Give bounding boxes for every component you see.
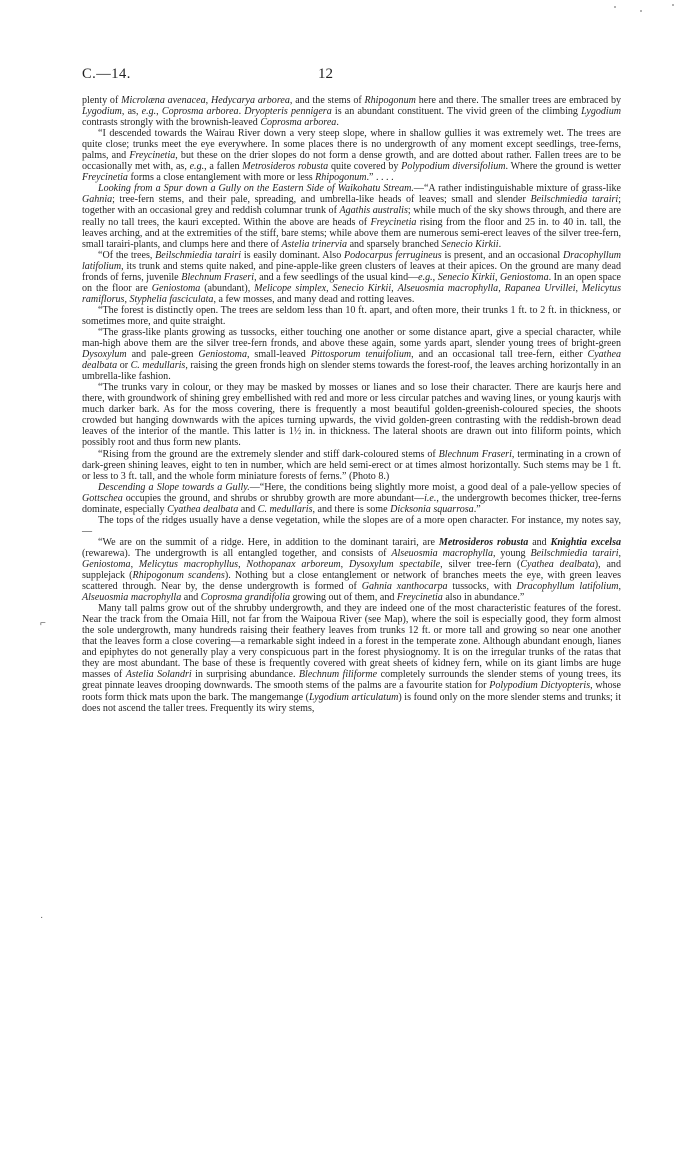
- paragraph: “The trunks vary in colour, or they may be masked by mosses or lianes and so lose their character. There are kaurjs here and there, with groundwork of shining grey embellished with red and more or less circular patches and waving lines, or young kaurjs with much darker bark. As for the moss covering, there is frequently a most beautiful golden-greenish-coloured species, the shoots crowded but hanging downwards with the apices turning upwards, the vivid golden-green contrasting with the reddish-brown dead leaves of the interior of the mantle. This latter is 1½ in. in thickness. The lateral shoots are drawn out into filiform points, which possibly root and thus form new plants.: [82, 382, 621, 449]
- paragraph: Looking from a Spur down a Gully on the Eastern Side of Waikohatu Stream.—“A rather indistinguishable mixture of grass-like Gahnia; tree-fern stems, and their pale, spreading, and umbrella-like heads of leaves; small and slender Beilschmiedia tarairi; together with an occasional grey and reddish columnar trunk of Agathis australis; while much of the sky shows through, and there are really no tall trees, the kauri excepted. Within the above are heads of Freycinetia rising from the floor and 25 in. to 40 in. tall, the leaves arching, and at the extremities of the stiff, bare stems; while above them are numerous semi-erect leaves of the silver tree-fern, small tarairi-plants, and clumps here and there of Astelia trinervia and sparsely branched Senecio Kirkii.: [82, 183, 622, 250]
- page-number: 12: [318, 66, 333, 82]
- margin-mark: ⌐: [40, 618, 46, 629]
- paragraph: “We are on the summit of a ridge. Here, in addition to the dominant tarairi, are Metrosideros robusta and Knightia excelsa (rewarewa). The undergrowth is all entangled together, and consists of Alseuosmia macrophylla, young Beilschmiedia tarairi, Geniostoma, Melicytus macrophyllus, Nothopanax arboreum, Dysoxylum spectabile, silver tree-fern (Cyathea dealbata), and supplejack (Rhipogonum scandens). Nothing but a close entanglement or network of branches meets the eye, with green leaves scattered through. Near by, the dense undergrowth is formed of Gahnia xanthocarpa tussocks, with Dracophyllum latifolium, Alseuosmia macrophylla and Coprosma grandifolia growing out of them, and Freycinetia also in abundance.”: [82, 536, 622, 604]
- paragraph: “I descended towards the Wairau River down a very steep slope, where in shallow gullies it was extremely wet. The trees are quite close; trunks meet the eye everywhere. In some places there is no undergrowth of any moment except seedlings, tree-ferns, palms, and Freycinetia, but these on the drier slopes do not form a dense growth, and are dotted about rather. Fallen trees are to be occasionally met with, as, e.g., a fallen Metrosideros robusta quite covered by Polypodium diversifolium. Where the ground is wetter Freycinetia forms a close entanglement with more or less Rhipogonum.” . . . .: [82, 128, 621, 184]
- paragraph: Descending a Slope towards a Gully.—“Here, the conditions being slightly more moist, a good deal of a pale-yellow species of Gottschea occupies the ground, and shrubs or shrubby growth are more abundant—i.e., the undergrowth becomes thicker, tree-ferns dominate, especially Cyathea dealbata and C. medullaris, and there is some Dicksonia squarrosa.”: [82, 481, 622, 515]
- scan-speck: [640, 10, 642, 12]
- scan-speck: [614, 6, 616, 8]
- paragraph: “The forest is distinctly open. The trees are seldom less than 10 ft. apart, and often more, their trunks 1 ft. to 2 ft. in thickness, or sometimes more, and quite straight.: [82, 304, 621, 327]
- body-text: [82, 95, 621, 714]
- report-code: C.—14.: [82, 66, 131, 82]
- paragraph: “Rising from the ground are the extremely slender and stiff dark-coloured stems of Blechnum Fraseri, terminating in a crown of dark-green shining leaves, eight to ten in number, which are held semi-erect or at times almost horizontally. Such stems may be 1 ft. or less to 3 ft. tall, and the whole form miniature forests of ferns.” (Photo 8.): [82, 448, 622, 482]
- paragraph: Many tall palms grow out of the shrubby undergrowth, and they are indeed one of the most characteristic features of the forest. Near the track from the Omaia Hill, not far from the Waipoua River (see Map), where the soil is especially good, they form almost the sole undergrowth, many hundreds raising their feathery leaves from trunks 12 ft. or more tall and growing so near one another that the leaves form a close covering—a remarkable sight indeed in a forest in the temperate zone. Although abundant enough, lianes and epiphytes do not generally play a very conspicuous part in the forest physiognomy. It is on the irregular trunks of the ratas that they are most abundant. The base of these is frequently covered with great sheets of kidney fern, while on its giant limbs are huge masses of Astelia Solandri in surprising abundance. Blechnum filiforme completely surrounds the slender stems of young trees, its great pinnate leaves drooping downwards. The smooth stems of the palms are a favourite station for Polypodium Dictyopteris, whose roots form thick mats upon the bark. The mangemange (Lygodium articulatum) is found only on the more slender stems and trunks; it does not ascend the taller trees. Frequently its wiry stems,: [82, 603, 622, 714]
- page-header: [82, 66, 622, 86]
- margin-mark: ·: [40, 912, 44, 923]
- paragraph: The tops of the ridges usually have a dense vegetation, while the slopes are of a more open character. For instance, my notes say,—: [82, 514, 621, 537]
- scan-speck: [672, 4, 674, 6]
- paragraph: plenty of Microlæna avenacea, Hedycarya arborea, and the stems of Rhipogonum here and there. The smaller trees are embraced by Lygodium, as, e.g., Coprosma arborea. Dryopteris pennigera is an abundant constituent. The vivid green of the climbing Lygodium contrasts strongly with the brownish-leaved Coprosma arborea.: [82, 95, 621, 129]
- paragraph: “The grass-like plants growing as tussocks, either touching one another or some distance apart, give a special character, while man-high above them are the silver tree-fern fronds, and above these again, some yards apart, slender young trees of bright-green Dysoxylum and pale-green Geniostoma, small-leaved Pittosporum tenuifolium, and an occasional tall tree-fern, either Cyathea dealbata or C. medullaris, raising the green fronds high on slender stems towards the forest-roof, the leaves arching horizontally in an umbrella-like fashion.: [82, 326, 621, 383]
- paragraph: “Of the trees, Beilschmiedia tarairi is easily dominant. Also Podocarpus ferrugineus is present, and an occasional Dracophyllum latifolium, its trunk and stems quite naked, and pine-apple-like green clusters of leaves at their apices. On the ground are many dead fronds of ferns, juvenile Blechnum Fraseri, and a few seedlings of the usual kind—e.g., Senecio Kirkii, Geniostoma. In an open space on the floor are Geniostoma (abundant), Melicope simplex, Senecio Kirkii, Alseuosmia macrophylla, Rapanea Urvillei, Melicytus ramiflorus, Styphelia fasciculata, a few mosses, and many dead and rotting leaves.: [82, 249, 621, 305]
